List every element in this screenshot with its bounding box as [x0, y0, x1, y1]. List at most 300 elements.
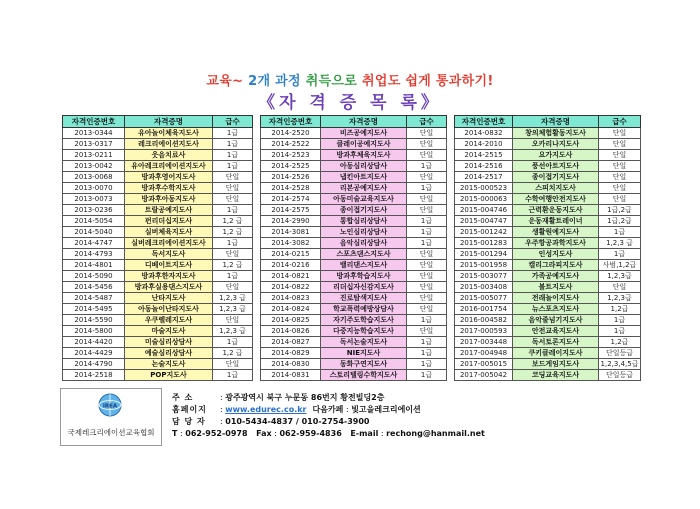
cert-level-cell: 1급 [213, 139, 253, 150]
cert-name-cell: 생활원예지도사 [513, 227, 599, 238]
table-row [63, 348, 253, 359]
cert-number-cell: 2015-000063 [455, 194, 513, 205]
table-row [63, 194, 253, 205]
table-row [261, 348, 447, 359]
table-row [63, 128, 253, 139]
cert-name-cell: 근력환운동지도사 [513, 205, 599, 216]
cert-number-cell: 2014-0827 [261, 337, 321, 348]
table-row [261, 128, 447, 139]
cert-level-cell: 1급 [599, 315, 641, 326]
cert-level-cell: 1급 [407, 370, 447, 381]
table-body [455, 128, 641, 381]
cert-number-cell: 2014-3081 [261, 227, 321, 238]
cert-number-cell: 2014-0823 [261, 293, 321, 304]
cert-name-cell: 밸리댄스지도사 [321, 260, 407, 271]
page-title: 《자 격 증 목 록》 [258, 93, 442, 113]
cert-level-cell: 단일 [213, 172, 253, 183]
table-row [455, 315, 641, 326]
cert-level-cell: 1급 [213, 161, 253, 172]
table-row [261, 359, 447, 370]
tagline-part-2: 2개 과정 [248, 74, 301, 89]
table-row [261, 139, 447, 150]
cert-number-cell: 2015-005077 [455, 293, 513, 304]
cert-name-cell: 비즈공예지도사 [321, 128, 407, 139]
cert-level-cell: 단일 [599, 139, 641, 150]
cert-level-cell: 1,2,3급 [599, 271, 641, 282]
cert-level-cell: 1급 [407, 359, 447, 370]
cert-number-cell: 2015-001958 [455, 260, 513, 271]
cert-level-cell: 단일 [407, 304, 447, 315]
cert-number-cell: 2014-3082 [261, 238, 321, 249]
table-row [63, 282, 253, 293]
table-row [455, 238, 641, 249]
cert-name-cell: 뉴스포츠지도사 [513, 304, 599, 315]
cert-level-cell: 단일 [599, 172, 641, 183]
cert-name-cell: 방과후한자지도사 [125, 271, 213, 282]
cert-number-cell: 2013-0068 [63, 172, 125, 183]
cert-level-cell: 단일 [407, 260, 447, 271]
cert-name-cell: 우쿠렐레지도사 [125, 315, 213, 326]
table-row [63, 227, 253, 238]
cert-number-cell: 2015-004747 [455, 216, 513, 227]
cert-name-cell: 방과후체육지도사 [321, 150, 407, 161]
table-row [261, 183, 447, 194]
cert-name-cell: 클레이공예지도사 [321, 139, 407, 150]
cert-number-cell: 2014-0824 [261, 304, 321, 315]
cert-number-cell: 2014-2522 [261, 139, 321, 150]
cert-level-cell: 1,2,3,4,5급 [599, 359, 641, 370]
cert-name-cell: 음악심리상담사 [321, 238, 407, 249]
cert-name-cell: 쿠키클레이지도사 [513, 348, 599, 359]
cert-name-cell: 오카리나지도사 [513, 139, 599, 150]
cert-number-cell: 2014-2515 [455, 150, 513, 161]
cert-number-cell: 2013-0344 [63, 128, 125, 139]
cert-name-cell: 종이접기지도사 [321, 205, 407, 216]
cert-number-cell: 2014-4801 [63, 260, 125, 271]
cert-name-cell: 유아레크리에이션지도사 [125, 161, 213, 172]
table-row [261, 161, 447, 172]
cert-name-cell: 독서지도사 [125, 249, 213, 260]
table-row [455, 128, 641, 139]
cert-name-cell: 코딩교육지도사 [513, 370, 599, 381]
cert-number-cell: 2014-5090 [63, 271, 125, 282]
cert-number-cell: 2014-0826 [261, 326, 321, 337]
email-value[interactable]: rechong@hanmail.net [386, 429, 485, 438]
table-row [455, 326, 641, 337]
header-number: 자격인증번호 [455, 116, 513, 128]
organization-logo-icon [98, 393, 122, 417]
cert-number-cell: 2014-2528 [261, 183, 321, 194]
cert-level-cell: 1급 [407, 216, 447, 227]
table-row [63, 315, 253, 326]
cert-level-cell: 단일 [407, 139, 447, 150]
cert-number-cell: 2013-0070 [63, 183, 125, 194]
table-row [63, 359, 253, 370]
address-label: 주 소 [172, 393, 194, 402]
cert-level-cell: 1급 [213, 128, 253, 139]
cert-name-cell: 트랄공예지도사 [125, 205, 213, 216]
cert-name-cell: 디베이트지도사 [125, 260, 213, 271]
cert-number-cell: 2014-0829 [261, 348, 321, 359]
cert-number-cell: 2014-2575 [261, 205, 321, 216]
cert-name-cell: 아동미술교육지도사 [321, 194, 407, 205]
table-row [63, 161, 253, 172]
table-row [63, 183, 253, 194]
cert-level-cell: 단일 [407, 293, 447, 304]
cert-level-cell: 1급 [407, 348, 447, 359]
cafe-name: 빛고을레크리에이션 [351, 405, 421, 414]
table-row [261, 150, 447, 161]
cert-name-cell: 아동심리상담사 [321, 161, 407, 172]
table-row [63, 172, 253, 183]
cert-name-cell: POP지도사 [125, 370, 213, 381]
cert-number-cell: 2014-0822 [261, 282, 321, 293]
cert-name-cell: 난타지도사 [125, 293, 213, 304]
tel-value: 062-952-0978 [185, 429, 248, 438]
cert-level-cell: 단일 [407, 194, 447, 205]
cert-number-cell: 2015-001283 [455, 238, 513, 249]
cert-name-cell: 웃음치료사 [125, 150, 213, 161]
cert-level-cell: 1,2 급 [213, 216, 253, 227]
tel-fax-email-line: T : 062-952-0978 Fax : 062-959-4836 E-mail : rechong@hanmail.net [172, 429, 485, 438]
cert-number-cell: 2014-0830 [261, 359, 321, 370]
table-row [455, 304, 641, 315]
cert-level-cell: 단일 [407, 150, 447, 161]
table-row [455, 205, 641, 216]
tagline-part-4: 취업도 쉽게 통과하기! [361, 74, 494, 89]
cert-level-cell: 단일 [599, 150, 641, 161]
table-row [455, 172, 641, 183]
cert-name-cell: 펀리더십지도사 [125, 216, 213, 227]
cert-level-cell: 1급 [407, 337, 447, 348]
table-body [63, 128, 253, 381]
cert-number-cell: 2013-0073 [63, 194, 125, 205]
table-row [63, 205, 253, 216]
cert-level-cell: 단일 [213, 315, 253, 326]
cert-number-cell: 2013-0317 [63, 139, 125, 150]
cert-level-cell: 단일 [407, 128, 447, 139]
cert-level-cell: 1급 [407, 183, 447, 194]
cert-number-cell: 2014-5487 [63, 293, 125, 304]
cert-name-cell: 풍선아트지도사 [513, 161, 599, 172]
table-row [261, 293, 447, 304]
table-row [63, 271, 253, 282]
cert-number-cell: 2013-0211 [63, 150, 125, 161]
cert-level-cell: 1급 [599, 326, 641, 337]
organization-box [60, 388, 162, 446]
table-row [63, 304, 253, 315]
table-row [455, 337, 641, 348]
cert-name-cell: 자기주도학습지도사 [321, 315, 407, 326]
table-row [63, 150, 253, 161]
cert-number-cell: 2014-4747 [63, 238, 125, 249]
cert-name-cell: 요가지도사 [513, 150, 599, 161]
cert-number-cell: 2013-0042 [63, 161, 125, 172]
table-row [63, 238, 253, 249]
cert-level-cell: 단일 [599, 194, 641, 205]
cert-level-cell: 1,2,3 급 [213, 293, 253, 304]
table-row [455, 271, 641, 282]
cert-level-cell: 1급,2급 [599, 216, 641, 227]
table-row [261, 194, 447, 205]
cert-name-cell: 논술지도사 [125, 359, 213, 370]
cert-level-cell: 단일 [213, 249, 253, 260]
cert-number-cell: 2014-2525 [261, 161, 321, 172]
header-level: 급수 [213, 116, 253, 128]
table-row [261, 304, 447, 315]
cert-name-cell: 창의체험활동지도사 [513, 128, 599, 139]
cert-name-cell: 운동재활트레이너 [513, 216, 599, 227]
table-row [455, 282, 641, 293]
cert-name-cell: 방과후아동지도사 [125, 194, 213, 205]
cert-name-cell: 노인심리상담사 [321, 227, 407, 238]
cert-name-cell: 리본공예지도사 [321, 183, 407, 194]
cert-number-cell: 2015-004746 [455, 205, 513, 216]
cert-level-cell: 1,2 급 [213, 348, 253, 359]
cert-name-cell: 방과후수학지도사 [125, 183, 213, 194]
table-row [261, 216, 447, 227]
homepage-line: 홈페이지 : www.edurec.co.kr 다음카페 : 빛고을레크리에이션 [172, 405, 421, 414]
table-row [455, 227, 641, 238]
table-row [261, 205, 447, 216]
table-row [63, 326, 253, 337]
cert-level-cell: 1,2급 [599, 337, 641, 348]
table-row [455, 348, 641, 359]
cert-name-cell: 다중지능학습지도사 [321, 326, 407, 337]
cert-level-cell: 단일 [407, 271, 447, 282]
cert-name-cell: 전래놀이지도사 [513, 293, 599, 304]
cert-name-cell: 유아놀이체육지도사 [125, 128, 213, 139]
table-row [63, 139, 253, 150]
table-row [63, 293, 253, 304]
table-row [455, 183, 641, 194]
cert-level-cell: 1급 [407, 315, 447, 326]
cert-name-cell: 안전교육지도사 [513, 326, 599, 337]
cert-name-cell: 방과후실용댄스지도사 [125, 282, 213, 293]
cert-level-cell: 1,2,3 급 [213, 304, 253, 315]
table-row [455, 359, 641, 370]
cert-level-cell: 1급 [599, 227, 641, 238]
cert-name-cell: 스토리텔링수학지도사 [321, 370, 407, 381]
tagline-part-1: 교육~ [206, 74, 249, 89]
manager-label: 담 당 자 [172, 417, 206, 426]
cert-level-cell: 단일 [407, 326, 447, 337]
cert-number-cell: 2017-005015 [455, 359, 513, 370]
cert-level-cell: 단일등급 [599, 370, 641, 381]
table-row [63, 260, 253, 271]
cert-level-cell: 1급 [213, 271, 253, 282]
address-value: 광주광역시 북구 누문동 86번지 황전빌딩2층 [225, 393, 385, 402]
cert-number-cell: 2014-2518 [63, 370, 125, 381]
organization-name: 국제레크리에이션교육협회 [67, 428, 155, 437]
cert-number-cell: 2014-5495 [63, 304, 125, 315]
table-row [63, 249, 253, 260]
cert-number-cell: 2014-0216 [261, 260, 321, 271]
cert-level-cell: 1급 [407, 238, 447, 249]
cert-level-cell: 단일 [599, 282, 641, 293]
cert-name-cell: 방과후영어지도사 [125, 172, 213, 183]
table-row [455, 139, 641, 150]
cert-number-cell: 2014-4429 [63, 348, 125, 359]
table-header-row [63, 116, 253, 128]
contact-info [172, 392, 692, 440]
cert-number-cell: 2017-000593 [455, 326, 513, 337]
table-row [455, 150, 641, 161]
fax-value: 062-959-4836 [279, 429, 342, 438]
cert-name-cell: 스포츠댄스지도사 [321, 249, 407, 260]
table-row [455, 260, 641, 271]
cert-level-cell: 1,2 급 [213, 260, 253, 271]
cert-name-cell: 방과후학습지도사 [321, 271, 407, 282]
table-row [261, 315, 447, 326]
header-level: 급수 [407, 116, 447, 128]
manager-phones: 010-5434-4837 / 010-2754-3900 [225, 417, 370, 426]
cert-number-cell: 2015-001294 [455, 249, 513, 260]
cert-name-cell: 마술지도사 [125, 326, 213, 337]
table-row [455, 161, 641, 172]
table-row [455, 293, 641, 304]
cert-name-cell: 리더십자신감지도사 [321, 282, 407, 293]
email-label: E-mail [350, 429, 379, 438]
cert-number-cell: 2014-5054 [63, 216, 125, 227]
header-number: 자격인증번호 [63, 116, 125, 128]
certificate-table-3 [454, 115, 641, 381]
table-row [63, 337, 253, 348]
cert-name-cell: 실버체육지도사 [125, 227, 213, 238]
tagline-part-3: 취득으로 [300, 74, 362, 89]
cert-number-cell: 2014-5590 [63, 315, 125, 326]
cert-name-cell: 스피치지도사 [513, 183, 599, 194]
cert-level-cell: 1급 [213, 150, 253, 161]
cert-name-cell: 독서논술지도사 [321, 337, 407, 348]
cert-number-cell: 2014-4420 [63, 337, 125, 348]
cert-number-cell: 2014-5040 [63, 227, 125, 238]
cert-number-cell: 2014-5456 [63, 282, 125, 293]
cert-level-cell: 단일 [213, 282, 253, 293]
cert-name-cell: 우주항공과학지도사 [513, 238, 599, 249]
table-row [261, 271, 447, 282]
table-row [261, 249, 447, 260]
table-body [261, 128, 447, 381]
cert-number-cell: 2014-0825 [261, 315, 321, 326]
tagline [0, 70, 700, 89]
cert-number-cell: 2014-0821 [261, 271, 321, 282]
cert-level-cell: 1,2,3 급 [599, 238, 641, 249]
tel-label: T [172, 429, 178, 438]
fax-label: Fax [256, 429, 272, 438]
cert-level-cell: 1,2급 [599, 304, 641, 315]
table-header-row [455, 116, 641, 128]
cert-name-cell: 캘리그라피지도사 [513, 260, 599, 271]
cert-level-cell: 1,2,3급 [599, 293, 641, 304]
header-name: 자격증명 [125, 116, 213, 128]
cert-level-cell: 단일 [213, 359, 253, 370]
cert-level-cell: 단일 [407, 205, 447, 216]
table-row [455, 194, 641, 205]
cert-name-cell: 예술심리상담사 [125, 348, 213, 359]
cert-level-cell: 단일 [599, 183, 641, 194]
cert-number-cell: 2016-001754 [455, 304, 513, 315]
cert-number-cell: 2015-001242 [455, 227, 513, 238]
table-row [261, 326, 447, 337]
cert-level-cell: 1급 [213, 238, 253, 249]
cert-number-cell: 2015-003077 [455, 271, 513, 282]
cert-level-cell: 1,2,3 급 [213, 326, 253, 337]
homepage-link[interactable]: www.edurec.co.kr [225, 405, 307, 414]
cert-name-cell: NIE지도사 [321, 348, 407, 359]
cert-number-cell: 2014-5800 [63, 326, 125, 337]
cert-level-cell: 1급 [407, 161, 447, 172]
cert-level-cell: 단일 [213, 194, 253, 205]
address-line: 주 소 : 광주광역시 북구 누문동 86번지 황전빌딩2층 [172, 393, 385, 402]
cert-number-cell: 2015-003408 [455, 282, 513, 293]
table-row [261, 337, 447, 348]
cert-number-cell: 2014-0831 [261, 370, 321, 381]
cert-name-cell: 미술심리상담사 [125, 337, 213, 348]
header-name: 자격증명 [321, 116, 407, 128]
cert-number-cell: 2015-000523 [455, 183, 513, 194]
table-row [261, 260, 447, 271]
cert-name-cell: 음악줄넘기지도사 [513, 315, 599, 326]
table-row [63, 216, 253, 227]
cert-number-cell: 2017-004948 [455, 348, 513, 359]
cert-level-cell: 1급 [407, 227, 447, 238]
cert-name-cell: 수학여행안전지도사 [513, 194, 599, 205]
cert-name-cell: 레크리에이션지도사 [125, 139, 213, 150]
header-name: 자격증명 [513, 116, 599, 128]
cert-level-cell: 단일 [213, 183, 253, 194]
cert-level-cell: 단일 [407, 249, 447, 260]
cert-name-cell: 아동놀이난타지도사 [125, 304, 213, 315]
cert-number-cell: 2014-0832 [455, 128, 513, 139]
table-row [261, 238, 447, 249]
table-header-row [261, 116, 447, 128]
cert-name-cell: 보드게임지도사 [513, 359, 599, 370]
table-row [261, 282, 447, 293]
table-row [63, 370, 253, 381]
header-level: 급수 [599, 116, 641, 128]
cert-name-cell: 실버레크리에이션지도사 [125, 238, 213, 249]
cert-number-cell: 2014-2526 [261, 172, 321, 183]
logo-text: IREA [102, 403, 118, 410]
certificate-table-2 [260, 115, 447, 381]
cert-level-cell: 단일 [407, 282, 447, 293]
cert-level-cell: 단일 [599, 128, 641, 139]
cert-number-cell: 2014-4793 [63, 249, 125, 260]
cert-name-cell: 종이접기지도사 [513, 172, 599, 183]
cert-number-cell: 2014-2516 [455, 161, 513, 172]
cert-level-cell: 1급 [213, 337, 253, 348]
cert-number-cell: 2014-2010 [455, 139, 513, 150]
cert-number-cell: 2016-004582 [455, 315, 513, 326]
homepage-label: 홈페이지 [172, 405, 207, 414]
cert-number-cell: 2014-0215 [261, 249, 321, 260]
cert-number-cell: 2017-005042 [455, 370, 513, 381]
cert-number-cell: 2014-2523 [261, 150, 321, 161]
cert-name-cell: 볼트지도사 [513, 282, 599, 293]
cert-level-cell: 사범,1,2급 [599, 260, 641, 271]
cert-name-cell: 학교폭력예방상담사 [321, 304, 407, 315]
cert-level-cell: 단일 [407, 172, 447, 183]
cert-name-cell: 진로탐색지도사 [321, 293, 407, 304]
table-row [261, 370, 447, 381]
cert-level-cell: 1급 [213, 205, 253, 216]
cert-number-cell: 2013-0236 [63, 205, 125, 216]
cert-number-cell: 2014-2517 [455, 172, 513, 183]
cert-level-cell: 단일 [599, 161, 641, 172]
table-row [455, 216, 641, 227]
cert-level-cell: 단일등급 [599, 348, 641, 359]
